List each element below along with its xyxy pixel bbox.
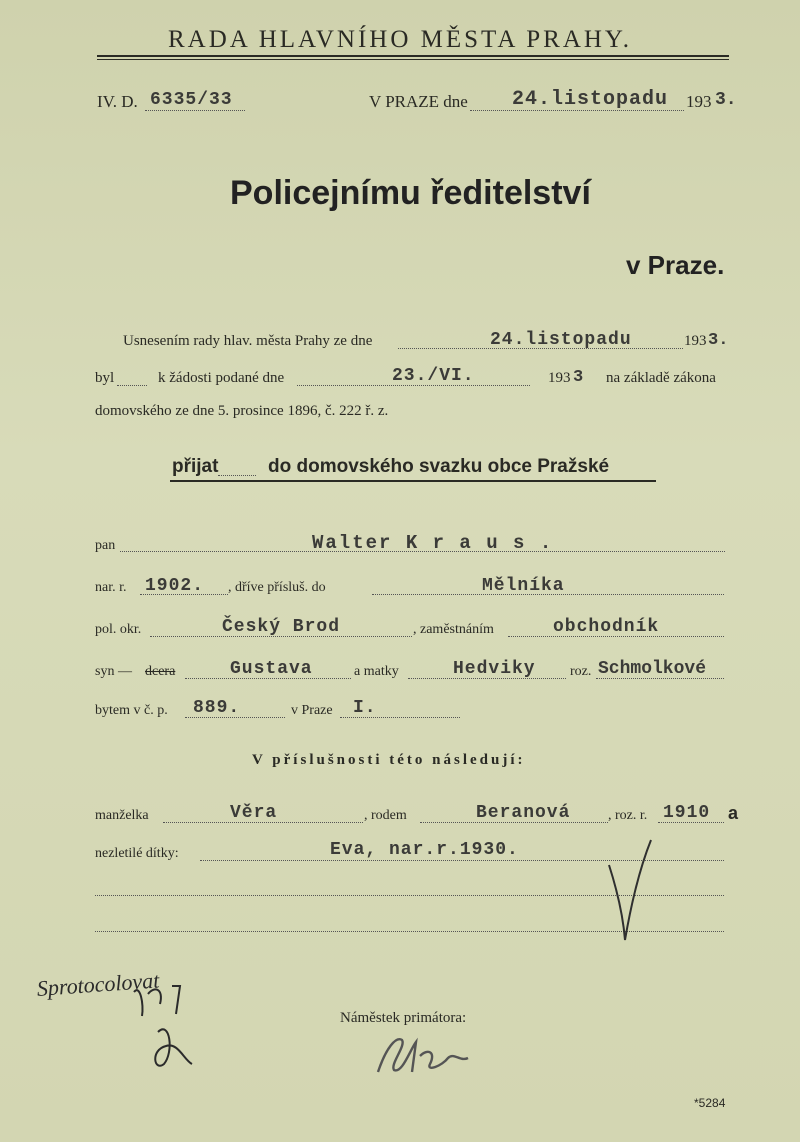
handwritten-mark [605,835,655,945]
wife-name: Věra [230,803,278,823]
deputy-label: Náměstek primátora: [340,1010,467,1026]
header-rule-bottom [97,59,729,60]
application-year-prefix: 193 [548,370,571,386]
initials-scribble [130,980,210,1075]
children-value: Eva, nar.r.1930. [330,840,519,860]
prague-district: I. [353,698,377,718]
pan-label: pan [95,538,116,553]
born-as-label: , rodem [364,808,407,823]
formerly-label: , dříve přísluš. do [228,580,326,595]
dependents-heading: V příslušnosti této následují: [252,752,526,768]
council-header: RADA HLAVNÍHO MĚSTA PRAHY. [167,26,633,53]
admitted-underline [170,480,656,482]
resolution-tail: na základě zákona [606,370,716,386]
reference-number: 6335/33 [150,90,233,110]
born-label: nar. r. [95,580,127,595]
recipient-city: v Praze. [626,250,725,280]
born-year: 1902. [145,576,205,596]
district-label: pol. okr. [95,622,142,637]
resolution-byl: byl [95,370,115,386]
form-number: *5284 [694,1096,726,1110]
wife-born-as: Beranová [476,803,571,823]
mother-nee: Schmolkové [598,659,707,679]
resolution-line-3: domovského ze dne 5. prosince 1896, č. 222 ř. z. [95,403,389,419]
district-value: Český Brod [222,617,341,637]
nee-label: roz. [570,664,592,679]
children-label: nezletilé dítky: [95,846,179,861]
header-date: 24.listopadu [512,88,669,111]
occupation-label: , zaměstnáním [413,622,494,637]
admitted-word: přijat [172,456,219,477]
recipient-title: Policejnímu ředitelství [230,174,591,212]
mother-label: a matky [354,664,399,679]
resolution-date: 24.listopadu [490,330,632,350]
formerly-place: Mělníka [482,576,565,596]
application-year-suffix: 3 [573,368,584,387]
mother-name: Hedviky [453,659,536,679]
handwritten-note: Sprotocolovat [36,967,161,1001]
header-year-suffix: 3. [715,90,737,110]
wife-label: manželka [95,808,149,823]
resolution-year-suffix: 3. [708,331,729,350]
deputy-signature [372,1028,482,1078]
application-date: 23./VI. [392,366,475,386]
house-number: 889. [193,698,241,718]
place-label: V PRAZE dne [369,92,468,111]
reference-prefix: IV. D. [97,92,138,111]
wife-year: 1910 [663,803,711,823]
wife-tail: a [728,803,739,823]
address-label: bytem v č. p. [95,703,168,718]
wife-year-label: , roz. r. [608,808,648,823]
son-label: syn — [95,664,132,679]
daughter-label: dcera [145,664,176,679]
header-year-prefix: 193 [686,92,712,111]
header-rule-top [97,55,729,57]
resolution-line-1: Usnesením rady hlav. města Prahy ze dne [123,333,373,349]
father-name: Gustava [230,659,313,679]
resolution-line-2: k žádosti podané dne [158,370,285,386]
prague-label: v Praze [291,703,333,718]
resolution-year-prefix: 193 [684,333,707,349]
person-name: Walter K r a u s . [312,532,554,554]
occupation-value: obchodník [553,617,660,637]
admitted-text: do domovského svazku obce Pražské [268,456,610,477]
